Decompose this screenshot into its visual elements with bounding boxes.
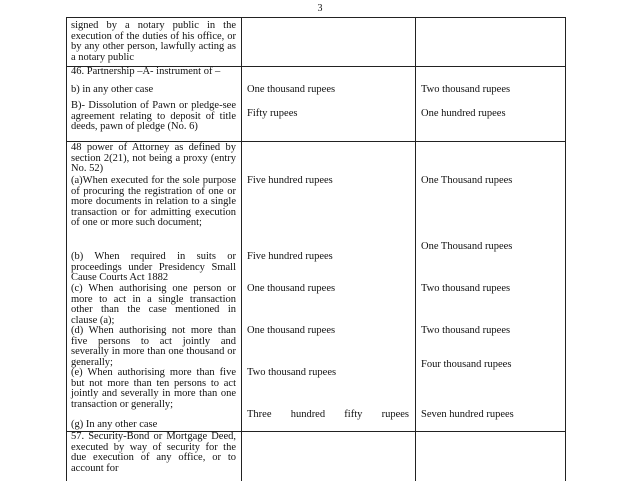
- page-number: 3: [317, 3, 323, 14]
- row3-clause-d-label: (d) When authorising not more than five persons to act jointly and severally in more than one thousand or generally;: [71, 325, 236, 368]
- column-divider-2: [415, 18, 416, 481]
- row3-clause-b-label: (b) When required in suits or proceedings under Presidency Small Cause Courts Act 1882: [71, 251, 236, 283]
- row3-clause-b-duty-col2: Five hundred rupees: [247, 251, 333, 262]
- row2-dissolution-duty-col2: Fifty rupees: [247, 108, 298, 119]
- row3-clause-e-duty-col2: Two thousand rupees: [247, 367, 337, 378]
- row3-clause-d-duty-col3: Two thousand rupees: [421, 325, 511, 336]
- row1-description: signed by a notary public in the execution of the duties of his office, or by any other person, lawfully acting as a notary public: [71, 20, 236, 63]
- row3-clause-a-label: (a)When executed for the sole purpose of procuring the registration of one or more documents in relation to a single transaction or for admitting execution of one or more such document;: [71, 175, 236, 228]
- row2-heading: 46. Partnership –A- instrument of –: [71, 66, 221, 77]
- row3-clause-c-duty-col3: Two thousand rupees: [421, 283, 511, 294]
- row3-clause-a-duty-col2: Five hundred rupees: [247, 175, 333, 186]
- row2-clause-b-label: b) in any other case: [71, 84, 154, 95]
- row3-clause-e-label: (e) When authorising more than five but not more than ten persons to act jointly and severally in more than one transaction or generally;: [71, 367, 236, 410]
- stamp-duty-table: [66, 17, 566, 481]
- row3-clause-c-label: (c) When authorising one person or more to act in a single transaction other than the case mentioned in clause (a);: [71, 283, 236, 326]
- row3-clause-c-duty-col2: One thousand rupees: [247, 283, 336, 294]
- row4-description: 57. Security-Bond or Mortgage Deed, executed by way of security for the due execution of any office, or to account for: [71, 431, 236, 474]
- row3-clause-d-duty-col3-extra: Four thousand rupees: [421, 359, 512, 370]
- row3-clause-d-duty-col2: One thousand rupees: [247, 325, 336, 336]
- row3-clause-g-duty-col3: Seven hundred rupees: [421, 409, 514, 420]
- row3-heading: 48 power of Attorney as defined by section 2(21), not being a proxy (entry No. 52): [71, 142, 236, 174]
- row2-dissolution-label: B)- Dissolution of Pawn or pledge-see agreement relating to deposit of title deeds, pawn of pledge (No. 6): [71, 100, 236, 132]
- row3-clause-g-duty-col2: Three hundred fifty rupees: [247, 409, 409, 420]
- row2-clause-b-duty-col2: One thousand rupees: [247, 84, 336, 95]
- row2-clause-b-duty-col3: Two thousand rupees: [421, 84, 511, 95]
- row3-clause-a-duty-col3-extra: One Thousand rupees: [421, 241, 513, 252]
- row3-clause-g-label: (g) In any other case: [71, 419, 158, 430]
- row2-dissolution-duty-col3: One hundred rupees: [421, 108, 506, 119]
- row3-clause-a-duty-col3: One Thousand rupees: [421, 175, 513, 186]
- column-divider-1: [241, 18, 242, 481]
